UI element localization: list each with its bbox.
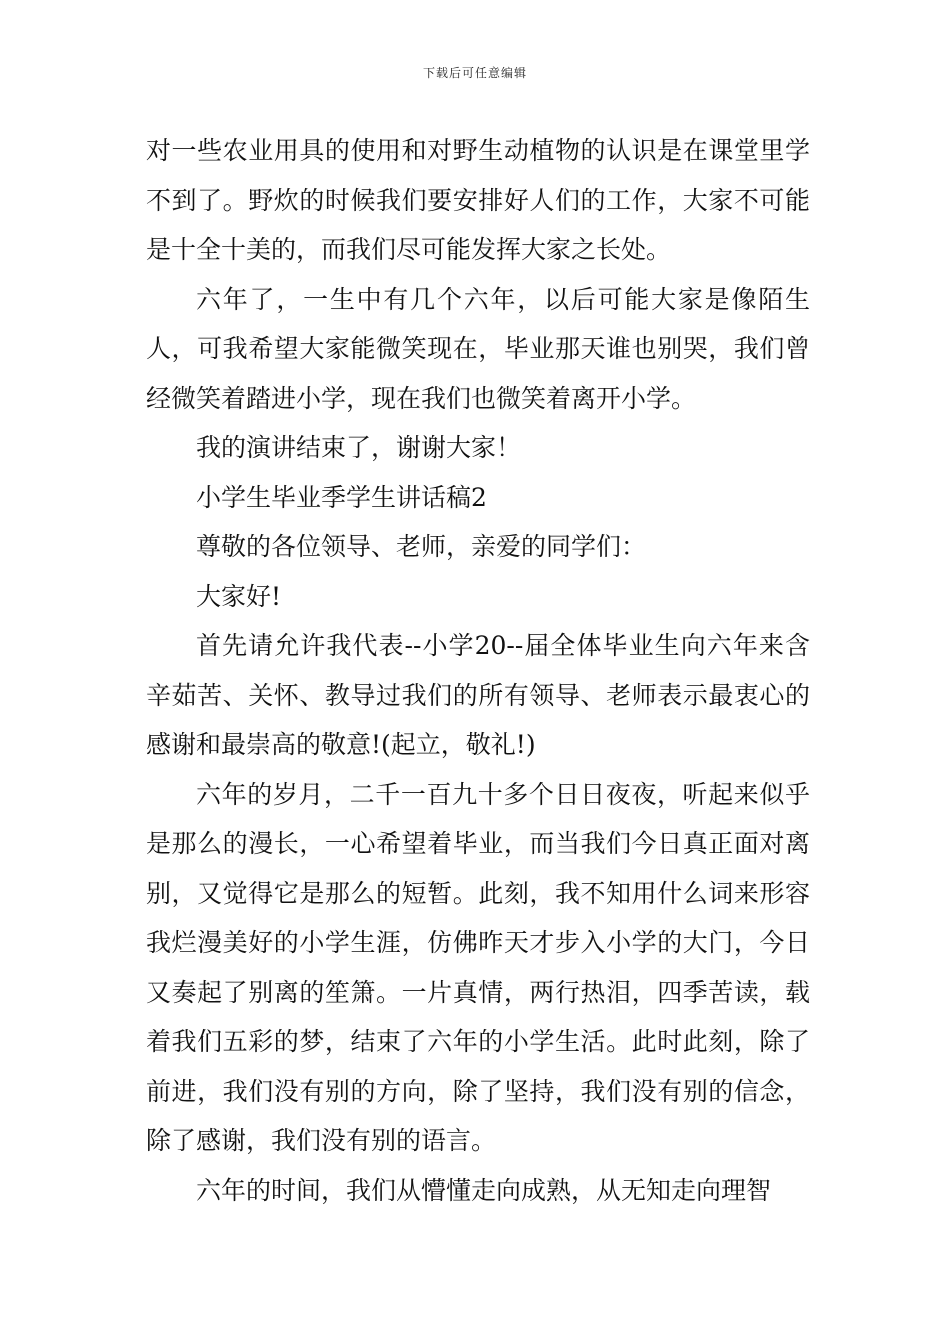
section-title: 小学生毕业季学生讲话稿2 <box>196 482 487 512</box>
page-header: 下载后可任意编辑 <box>422 66 527 80</box>
paragraph-8: 六年的岁月，二千一百九十多个日日夜夜，听起来似乎是那么的漫长，一心希望着毕业，而当我们今日真正面对离别，又觉得它是那么的短暂。此刻，我不知用什么词来形容我烂漫美好的小学生涯，仿佛昨天才步入小学的大门，今日又奏起了别离的笙箫。一片真情，两行热泪，四季苦读，载着我们五彩的梦，结束了六年的小学生活。此时此刻，除了前进，我们没有别的方向，除了坚持，我们没有别的信念，除了感谢，我们没有别的语言。 <box>146 779 810 1155</box>
document-body <box>146 126 810 1215</box>
paragraph-7: 首先请允许我代表--小学20--届全体毕业生向六年来含辛茹苦、关怀、教导过我们的所有领导、老师表示最衷心的感谢和最崇高的敬意!(起立，敬礼!) <box>146 631 810 759</box>
paragraph-9: 六年的时间，我们从懵懂走向成熟，从无知走向理智 <box>196 1175 772 1205</box>
paragraph-1: 对一些农业用具的使用和对野生动植物的认识是在课堂里学不到了。野炊的时候我们要安排好人们的工作，大家不可能是十全十美的，而我们尽可能发挥大家之长处。 <box>146 136 810 264</box>
paragraph-2: 六年了，一生中有几个六年，以后可能大家是像陌生人，可我希望大家能微笑现在，毕业那天谁也别哭，我们曾经微笑着踏进小学，现在我们也微笑着离开小学。 <box>146 284 810 413</box>
paragraph-3: 我的演讲结束了，谢谢大家！ <box>196 433 522 462</box>
salutation: 尊敬的各位领导、老师，亲爱的同学们： <box>196 532 647 561</box>
greeting: 大家好! <box>196 581 282 611</box>
